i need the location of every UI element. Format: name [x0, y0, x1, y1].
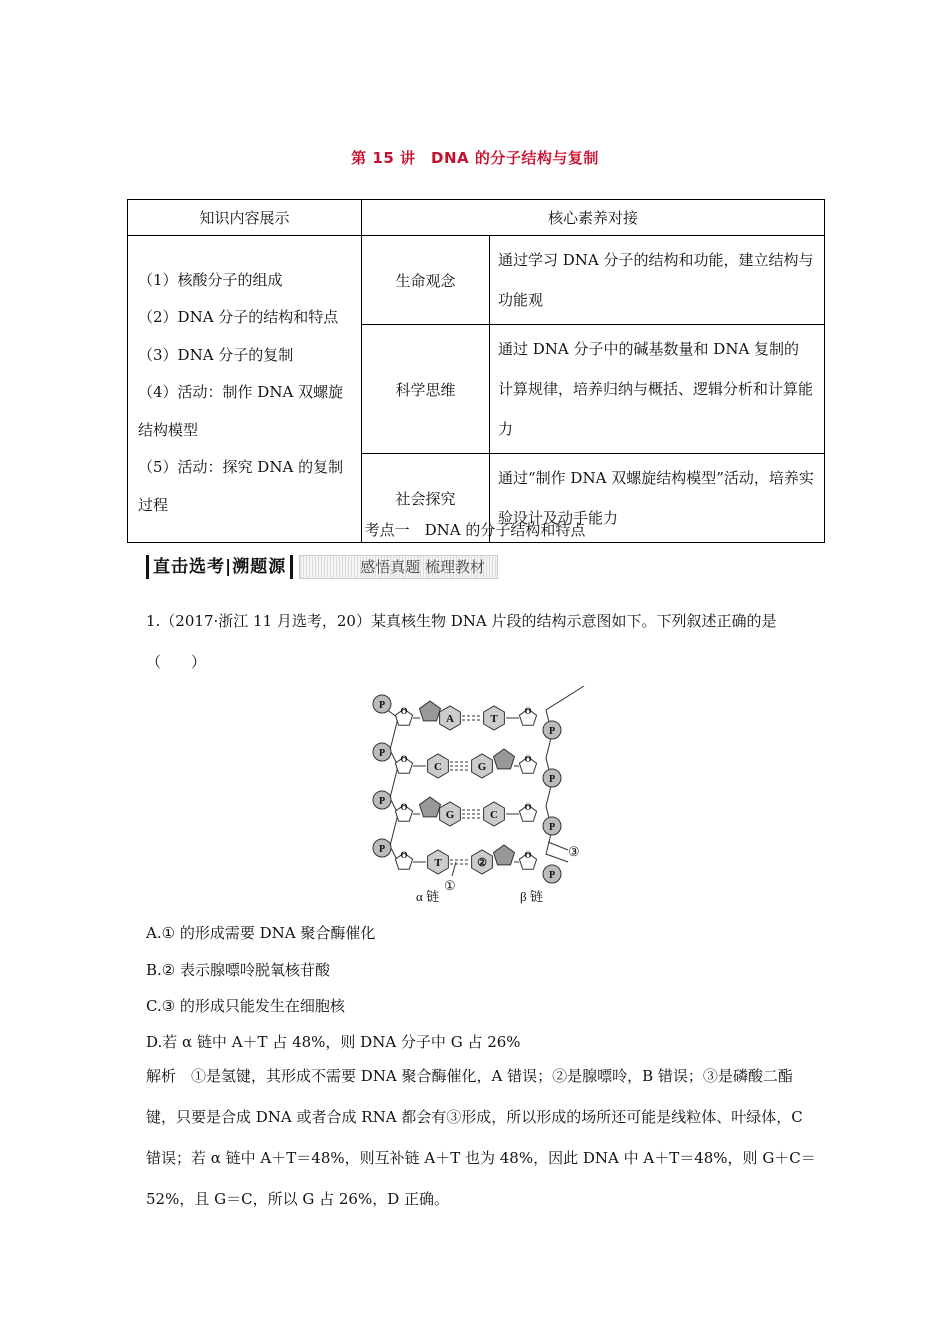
description-cell: 通过学习 DNA 分子的结构和功能，建立结构与功能观: [490, 236, 825, 325]
header-knowledge: 知识内容展示: [128, 200, 362, 236]
page-title: 第 15 讲 DNA 的分子结构与复制: [351, 149, 599, 167]
category-cell: 生命观念: [362, 236, 490, 325]
sugar-o-label: O: [524, 802, 532, 812]
base-right-label: G: [477, 761, 487, 773]
phosphate-label: P: [378, 700, 386, 711]
category-cell: 社会探究: [362, 454, 490, 543]
base-right-label: ②: [477, 857, 487, 869]
banner-subtitle: 感悟真题 梳理教材: [299, 555, 498, 579]
sugar-o-label: O: [524, 754, 532, 764]
option-c: C.③ 的形成只能发生在细胞核: [146, 997, 345, 1015]
base-left-label: G: [445, 809, 455, 821]
option-b: B.② 表示腺嘌呤脱氧核苷酸: [146, 961, 331, 979]
base-ring-left: [420, 797, 441, 817]
base-right-label: C: [490, 809, 498, 821]
base-ring-right: [494, 749, 515, 769]
phosphate-label: P: [548, 870, 556, 881]
base-left-label: A: [446, 713, 454, 725]
knowledge-list: [128, 236, 362, 543]
knowledge-item: （3）DNA 分子的复制: [138, 345, 294, 364]
knowledge-item: 结构模型: [138, 420, 199, 439]
sugar-o-label: O: [400, 850, 408, 860]
option-a: A.① 的形成需要 DNA 聚合酶催化: [146, 924, 376, 942]
section-heading: 考点一 DNA 的分子结构和特点: [364, 521, 586, 539]
base-ring-right: [494, 845, 515, 865]
label-three-leader: [548, 842, 568, 850]
base-right-label: T: [490, 713, 498, 725]
sugar-o-label: O: [400, 706, 408, 716]
phosphate-label: P: [378, 796, 386, 807]
description-cell: 通过“制作 DNA 双螺旋结构模型”活动，培养实验设计及动手能力: [490, 454, 825, 543]
knowledge-item: （1）核酸分子的组成: [138, 270, 283, 289]
beta-chain-label: β 链: [520, 889, 543, 904]
sugar-o-label: O: [400, 754, 408, 764]
base-left-label: C: [434, 761, 442, 773]
category-cell: 科学思维: [362, 325, 490, 454]
section-banner: [146, 553, 498, 581]
question-stem: 1.（2017·浙江 11 月选考，20）某真核生物 DNA 片段的结构示意图如下。下列叙述正确的是（ ）: [146, 612, 777, 671]
header-competency: 核心素养对接: [362, 200, 825, 236]
label-three: ③: [568, 844, 580, 859]
overview-table: [127, 199, 825, 543]
base-left-label: T: [434, 857, 442, 869]
base-ring-left: [420, 701, 441, 721]
banner-label: 直击选考|溯题源: [146, 555, 293, 579]
knowledge-item: （4）活动：制作 DNA 双螺旋: [138, 383, 344, 402]
sugar-o-label: O: [524, 706, 532, 716]
knowledge-item: （5）活动：探究 DNA 的复制: [138, 458, 344, 477]
knowledge-item: （2）DNA 分子的结构和特点: [138, 308, 339, 327]
knowledge-item: 过程: [138, 495, 169, 514]
sugar-o-label: O: [524, 850, 532, 860]
analysis-text: 解析 ①是氢键，其形成不需要 DNA 聚合酶催化，A 错误；②是腺嘌呤，B 错误；③是磷酸二酯键，只要是合成 DNA 或者合成 RNA 都会有③形成，所以形成的场所还可能是线粒体、叶绿体，C 错误；若 α 链中 A＋T＝48%，则互补链 A＋T 也为 48%，因此 DNA 中 A＋T＝48%，则 G＋C＝52%，且 G＝C，所以 G 占 26%，D 正确。: [146, 1067, 816, 1208]
phosphate-label: P: [378, 748, 386, 759]
description-cell: 通过 DNA 分子中的碱基数量和 DNA 复制的计算规律，培养归纳与概括、逻辑分析和计算能力: [490, 325, 825, 454]
phosphate-label: P: [548, 726, 556, 737]
dna-structure-diagram: [368, 686, 598, 906]
alpha-chain-label: α 链: [416, 889, 440, 904]
phosphate-label: P: [378, 844, 386, 855]
label-one: ①: [444, 878, 456, 893]
phosphate-label: P: [548, 822, 556, 833]
option-d: D.若 α 链中 A＋T 占 48%，则 DNA 分子中 G 占 26%: [146, 1033, 521, 1051]
phosphate-label: P: [548, 774, 556, 785]
sugar-o-label: O: [400, 802, 408, 812]
